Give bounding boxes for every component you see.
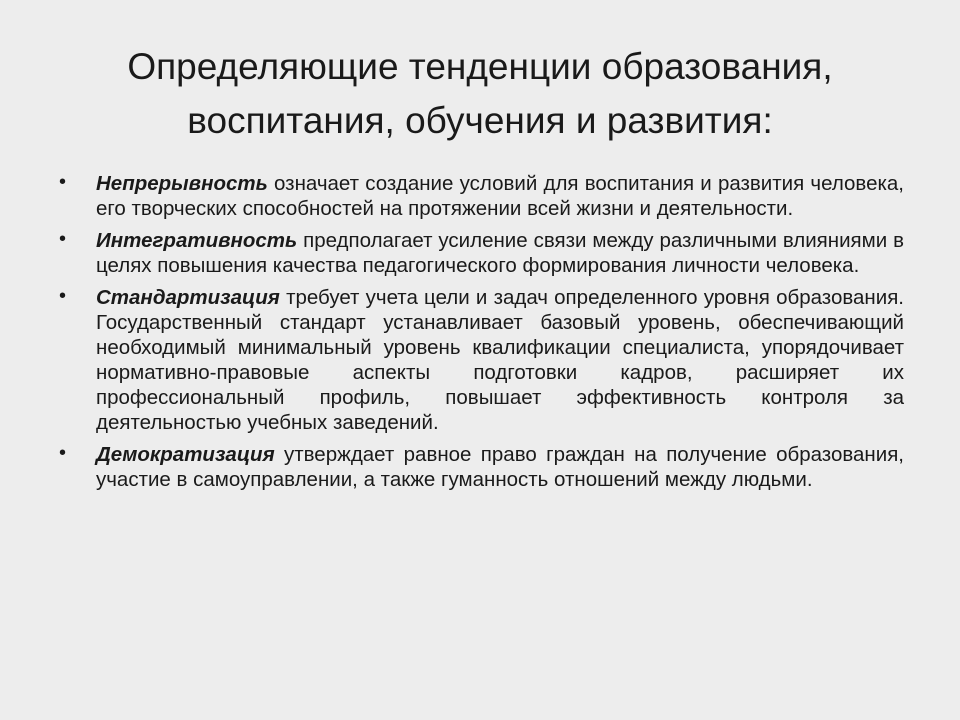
bullet-list (56, 171, 904, 499)
item-text: означает создание условий для воспитания и развития человека, его творческих способностей на протяжении всей жизни и деятельности. (96, 172, 904, 220)
item-text: требует учета цели и задач определенного уровня образования. Государственный стандарт устанавливает базовый уровень, обеспечивающий необходимый минимальный уровень квалификации специалиста, упорядочивает нормативно-правовые аспекты подготовки кадров, расширяет их профессиональный профиль, повышает эффективность контроля за деятельностью учебных заведений. (96, 286, 904, 434)
term-label: Демократизация (96, 443, 275, 466)
term-label: Непрерывность (96, 172, 268, 195)
bullet-icon: • (59, 228, 67, 250)
bullet-icon: • (59, 442, 67, 464)
list-item-integrativity (56, 228, 904, 278)
list-item-continuity (56, 171, 904, 221)
term-label: Стандартизация (96, 286, 280, 309)
title-line-2: воспитания, обучения и развития: (187, 100, 773, 141)
item-text: предполагает усиление связи между различными влияниями в целях повышения качества педагогического формирования личности человека. (96, 229, 904, 277)
bullet-icon: • (59, 171, 67, 193)
term-label: Интегративность (96, 229, 298, 252)
list-item-democratization (56, 442, 904, 492)
list-item-standardization (56, 285, 904, 435)
item-text: утверждает равное право граждан на получение образования, участие в самоуправлении, а также гуманность отношений между людьми. (96, 443, 904, 491)
bullet-icon: • (59, 285, 67, 307)
title-line-1: Определяющие тенденции образования, (127, 46, 833, 87)
slide-title (40, 40, 920, 148)
